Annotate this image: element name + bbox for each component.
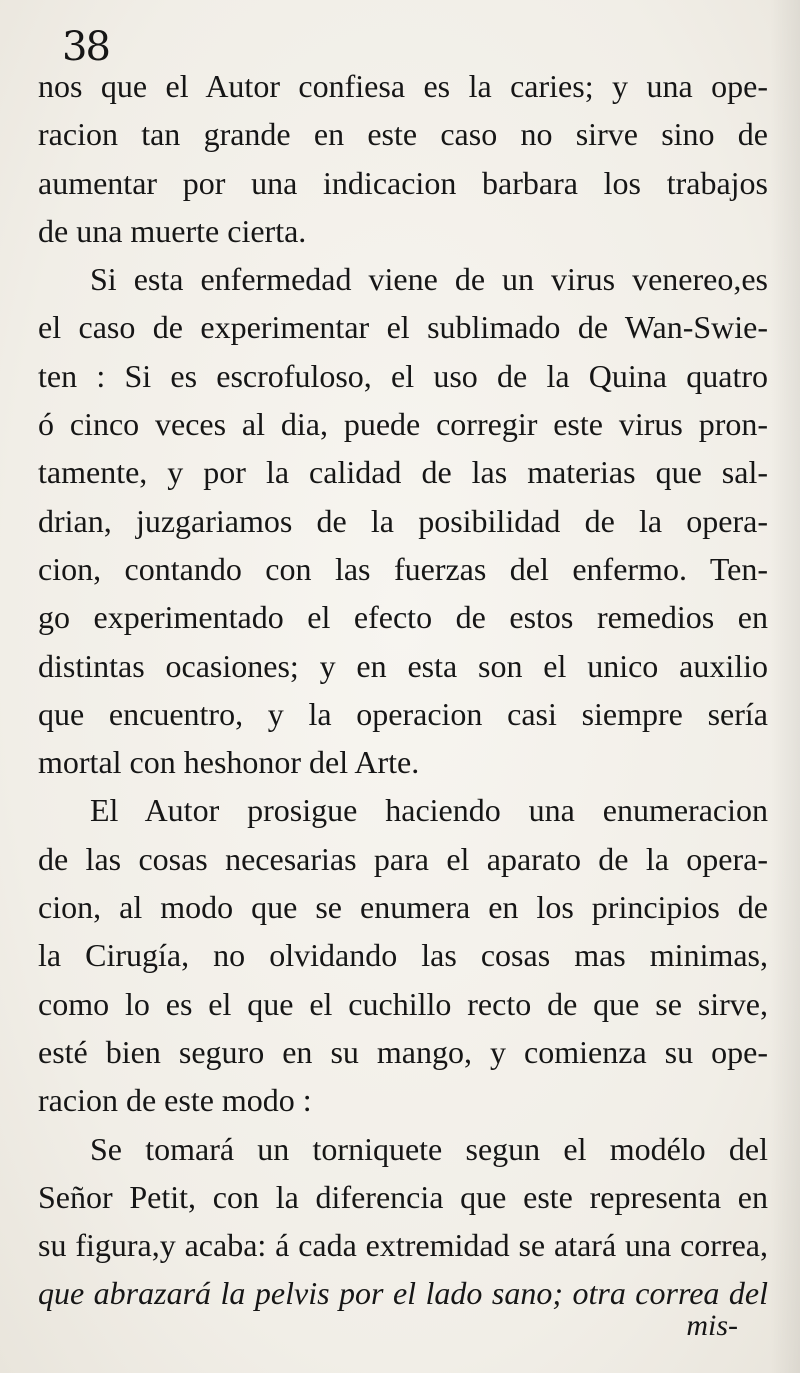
text-line: distintas ocasiones; y en esta son el unico auxilio bbox=[38, 647, 768, 684]
text-line: de las cosas necesarias para el aparato de la opera- bbox=[38, 840, 768, 877]
text-line: como lo es el que el cuchillo recto de que se sirve, bbox=[38, 985, 768, 1022]
text-line: cion, al modo que se enumera en los principios de bbox=[38, 889, 768, 926]
text-line: la Cirugía, no olvidando las cosas mas minimas, bbox=[38, 937, 768, 974]
text-line: mortal con heshonor del Arte. bbox=[38, 744, 420, 781]
text-line: ten : Si es escrofuloso, el uso de la Quina quatro bbox=[38, 357, 768, 394]
text-line: que abrazará la pelvis por el lado sano; otra correa del bbox=[38, 1275, 768, 1312]
text-line: su figura,y acaba: á cada extremidad se atará una correa, bbox=[38, 1227, 768, 1264]
text-line: que encuentro, y la operacion casi siempre sería bbox=[38, 695, 768, 732]
page-edge-shadow bbox=[770, 0, 800, 1373]
text-line: drian, juzgariamos de la posibilidad de la opera- bbox=[38, 502, 768, 539]
text-line: el caso de experimentar el sublimado de Wan-Swie- bbox=[38, 309, 768, 346]
text-line: racion tan grande en este caso no sirve sino de bbox=[38, 116, 768, 153]
text-line: esté bien seguro en su mango, y comienza su ope- bbox=[38, 1033, 768, 1070]
body-text bbox=[38, 62, 768, 1318]
text-line: Señor Petit, con la diferencia que este representa en bbox=[38, 1178, 768, 1215]
catchword: mis- bbox=[686, 1309, 738, 1342]
paragraph-start-line: El Autor prosigue haciendo una enumeracion bbox=[90, 792, 768, 829]
text-line: nos que el Autor confiesa es la caries; y una ope- bbox=[38, 68, 768, 104]
page-number: 38 bbox=[62, 24, 109, 70]
paragraph-start-line: Si esta enfermedad viene de un virus venereo,es bbox=[90, 261, 768, 298]
text-line: de una muerte cierta. bbox=[38, 212, 307, 249]
text-line: go experimentado el efecto de estos remedios en bbox=[38, 599, 768, 636]
paragraph-start-line: Se tomará un torniquete segun el modélo del bbox=[90, 1130, 768, 1167]
text-line: racion de este modo : bbox=[38, 1082, 312, 1119]
text-line: ó cinco veces al dia, puede corregir este virus pron- bbox=[38, 406, 768, 443]
text-line: tamente, y por la calidad de las materias que sal- bbox=[38, 454, 768, 491]
text-line: cion, contando con las fuerzas del enfermo. Ten- bbox=[38, 550, 768, 587]
text-line: aumentar por una indicacion barbara los trabajos bbox=[38, 164, 768, 201]
